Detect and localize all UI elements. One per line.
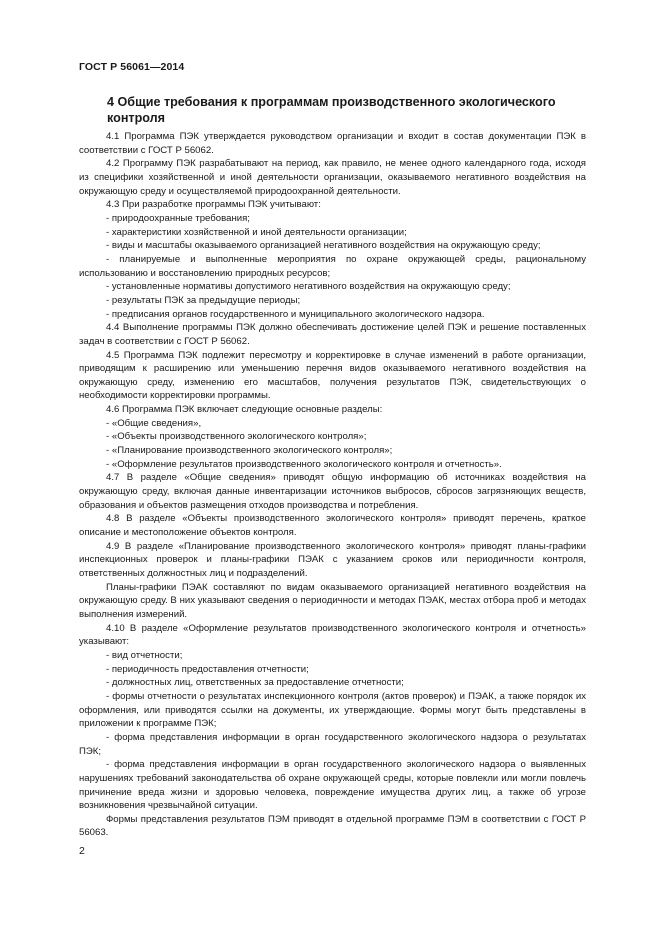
paragraph: 4.5 Программа ПЭК подлежит пересмотру и корректировке в случае изменений в работе организации, приводящим к расширению или уменьшению перечня видов оказываемого негативного воздействия на окружающую среду, изменению его масштабов, получения результатов ПЭК, свидетельствующих о необходимости корректировки программы. <box>79 349 586 402</box>
paragraph: Планы-графики ПЭАК составляют по видам оказываемого организацией негативного воздействия на окружающую среду. В них указывают сведения о периодичности и методах ПЭАК, местах отбора проб и методах выполнения измерений. <box>79 581 586 620</box>
list-item: - форма представления информации в орган государственного экологического надзора о выявленных нарушениях требований законодательства об охране окружающей среды, которые повлекли или могли повлечь причинение вреда жизни и здоровью человека, повреждение имущества других лиц, а также об угрозе возникновения чрезвычайной ситуации. <box>79 759 586 812</box>
list-item: - планируемые и выполненные мероприятия по охране окружающей среды, рациональному использованию и восстановлению природных ресурсов; <box>79 253 586 279</box>
standard-code-header: ГОСТ Р 56061—2014 <box>79 61 185 73</box>
list-item: - форма представления информации в орган государственного экологического надзора о результатах ПЭК; <box>79 731 586 757</box>
list-item: - установленные нормативы допустимого негативного воздействия на окружающую среду; <box>106 281 511 293</box>
paragraph: 4.1 Программа ПЭК утверждается руководством организации и входит в состав документации ПЭК в соответствии с ГОСТ Р 56062. <box>79 131 586 156</box>
list-item: - «Оформление результатов производственного экологического контроля и отчетность». <box>106 458 502 470</box>
list-item: - вид отчетности; <box>106 649 183 661</box>
list-item: - виды и масштабы оказываемого организацией негативного воздействия на окружающую среду; <box>106 240 541 252</box>
list-item: - «Объекты производственного экологического контроля»; <box>106 431 367 443</box>
list-item: - «Общие сведения», <box>106 417 202 429</box>
paragraph: 4.8 В разделе «Объекты производственного экологического контроля» приводят перечень, краткое описание и местоположение объектов контроля. <box>79 513 586 539</box>
list-item: - формы отчетности о результатах инспекционного контроля (актов проверок) и ПЭАК, а также порядок их оформления, или приводятся ссылки на документы, их утверждающие. Формы могут быть представлены в приложении к программе ПЭК; <box>79 690 586 730</box>
list-item: - «Планирование производственного экологического контроля»; <box>106 445 393 457</box>
paragraph: 4.3 При разработке программы ПЭК учитывают: <box>106 199 321 211</box>
section-body <box>79 130 586 840</box>
list-item: - предписания органов государственного и муниципального экологического надзора. <box>106 308 485 320</box>
list-item: - характеристики хозяйственной и иной деятельности организации; <box>106 226 407 238</box>
paragraph: Формы представления результатов ПЭМ приводят в отдельной программе ПЭМ в соответствии с ГОСТ Р 56063. <box>79 813 586 839</box>
paragraph: 4.2 Программу ПЭК разрабатывают на период, как правило, не менее одного календарного года, исходя из специфики хозяйственной и иной деятельности организации, оказываемого негативного воздействия на окружающую среду и осуществляемой природоохранной деятельности. <box>79 158 586 197</box>
paragraph: 4.7 В разделе «Общие сведения» приводят общую информацию об источниках воздействия на окружающую среду, включая данные инвентаризации источников выбросов, сбросов загрязняющих веществ, образования и объектов размещения отходов производства и потребления. <box>79 472 586 511</box>
paragraph: 4.4 Выполнение программы ПЭК должно обеспечивать достижение целей ПЭК и решение поставленных задач в соответствии с ГОСТ Р 56062. <box>79 322 586 347</box>
page-number: 2 <box>79 845 85 857</box>
list-item: - периодичность предоставления отчетности; <box>106 663 309 675</box>
paragraph: 4.9 В разделе «Планирование производственного экологического контроля» приводят планы-графики инспекционных проверок и планы-графики ПЭАК с указанием сроков или периодичности контроля, ответственных должностных лиц и подразделений. <box>79 540 586 579</box>
list-item: - должностных лиц, ответственных за предоставление отчетности; <box>106 677 404 689</box>
paragraph: 4.10 В разделе «Оформление результатов производственного экологического контроля и отчетность» указывают: <box>79 622 586 648</box>
list-item: - результаты ПЭК за предыдущие периоды; <box>106 294 301 306</box>
section-title: 4 Общие требования к программам производственного экологического контроля <box>107 95 556 125</box>
list-item: - природоохранные требования; <box>106 212 250 224</box>
paragraph: 4.6 Программа ПЭК включает следующие основные разделы: <box>106 404 383 416</box>
